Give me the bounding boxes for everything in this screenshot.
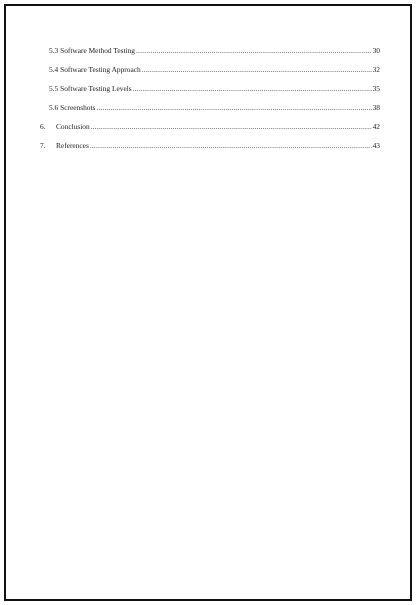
toc-entry-page: 32	[372, 65, 380, 74]
toc-entry-page: 42	[372, 122, 380, 131]
toc-dot-leader	[136, 46, 372, 55]
toc-entry-page: 30	[372, 46, 380, 55]
toc-entry-page: 38	[372, 103, 380, 112]
toc-entry[interactable]	[40, 141, 380, 150]
toc-entry-heading	[40, 141, 89, 150]
toc-entry-title: 5.6 Screenshots	[49, 103, 96, 112]
toc-entry[interactable]	[49, 84, 380, 93]
toc-dot-leader	[90, 141, 372, 150]
toc-entry-title: 5.3 Software Method Testing	[49, 46, 135, 55]
toc-entry-title: References	[56, 141, 89, 150]
toc-entry-number: 6.	[40, 122, 46, 131]
toc-entry-title: 5.4 Software Testing Approach	[49, 65, 141, 74]
toc-dot-leader	[133, 84, 372, 93]
toc-entry-title: 5.5 Software Testing Levels	[49, 84, 132, 93]
toc-entry-title: Conclusion	[56, 122, 90, 131]
toc-entry[interactable]	[49, 65, 380, 74]
toc-dot-leader	[91, 122, 372, 131]
toc-entry[interactable]	[49, 103, 380, 112]
document-page	[4, 4, 412, 601]
toc-dot-leader	[96, 103, 371, 112]
toc-entry[interactable]	[49, 46, 380, 55]
toc-entry-page: 43	[372, 141, 380, 150]
toc-entry-page: 35	[372, 84, 380, 93]
toc-entry-number: 7.	[40, 141, 46, 150]
toc-entry[interactable]	[40, 122, 380, 131]
toc-dot-leader	[142, 65, 372, 74]
toc-entry-heading	[40, 122, 90, 131]
